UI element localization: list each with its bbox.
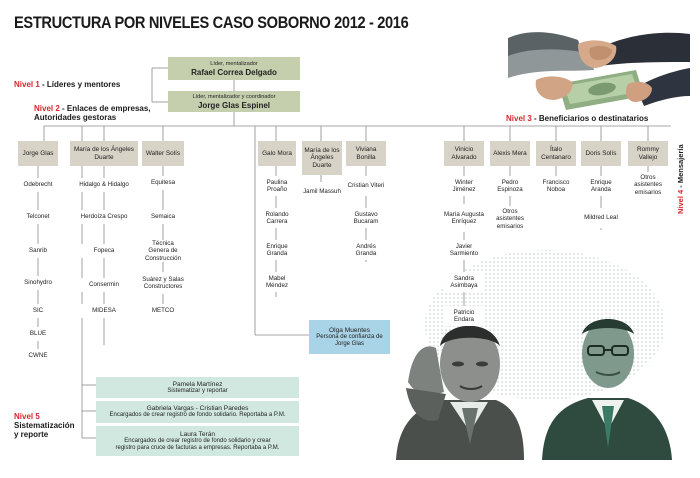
l3-item-maria-augusta: María Augusta Enríquez: [442, 204, 486, 232]
level-5-label: Nivel 5 Sistematización y reporte: [14, 412, 75, 439]
l3-item-otros-2: Otros asistentes emisarios: [626, 172, 670, 198]
l2-item-consermin: Consermin: [70, 278, 138, 292]
handshake-money-image: [508, 22, 690, 114]
l2-head-0: Jorge Glas: [18, 141, 58, 166]
olga-muentes-box: Olga Muentes Persona de confianza de Jorge Glas: [309, 320, 390, 354]
l2-item-blue: BLUE: [14, 327, 62, 341]
l3-head-3: Vinicio Alvarado: [444, 141, 484, 166]
l3-head-0: Galo Mora: [258, 141, 296, 166]
l3-item-gustavo: Gustavo Bucaram: [346, 208, 386, 228]
l3-item-cristian-viteri: Cristian Viteri: [346, 176, 386, 196]
l3-item-winter: Winter Jiménez: [444, 176, 484, 196]
l2-item-odebrecht: Odebrecht: [14, 178, 62, 192]
l3-head-6: Doris Solís: [581, 141, 621, 166]
level-3-label: Nivel 3 - Beneficiarios o destinatarios: [506, 114, 649, 123]
l3-item-sandra: Sandra Asimbaya: [444, 272, 484, 292]
l2-item-equitesa: Equitesa: [140, 176, 186, 190]
l2-head-2: Walter Solís: [142, 141, 184, 166]
l3-item-patricio: Patricio Endara: [444, 306, 484, 326]
l2-item-herdoiza: Herdoíza Crespo: [70, 210, 138, 224]
l3-head-2: Viviana Bonilla: [346, 141, 386, 166]
l2-item-semaica: Semaica: [140, 210, 186, 224]
gabriela-cristian-box: Gabriela Vargas - Cristian Paredes Encargados de crear registro de fondo solidario. Reportaba a P.M.: [96, 401, 299, 423]
l3-item-pedro: Pedro Espinoza: [490, 176, 530, 196]
l3-head-5: Ítalo Centanaro: [536, 141, 576, 166]
l2-item-telconet: Telconet: [14, 210, 62, 224]
l3-item-jamil: Jamil Massuh: [302, 182, 342, 202]
pamela-box: Pamela Martínez Sistematizar y reportar: [96, 377, 299, 398]
glas-box: Líder, mentalizador y coordinador Jorge Glas Espinel: [168, 91, 300, 112]
l2-item-sinohydro: Sinohydro: [14, 276, 62, 290]
level-2-label: Nivel 2 - Enlaces de empresas, Autoridades gestoras: [34, 104, 151, 122]
l3-item-paulina: Paulina Proaño: [256, 176, 298, 196]
l3-item-rolando: Rolando Carrera: [256, 208, 298, 228]
l2-item-tecnica: Técnica Genera de Construcción: [140, 240, 186, 262]
l3-item-mabel: Mabel Méndez: [256, 272, 298, 292]
l2-item-sanrib: Sanrib: [14, 244, 62, 258]
l3-item-andres: Andrés Granda: [346, 240, 386, 260]
l3-item-enrique-aranda: Enrique Aranda: [581, 176, 621, 196]
page-title: ESTRUCTURA POR NIVELES CASO SOBORNO 2012 - 2016: [14, 13, 409, 32]
l3-item-francisco: Francisco Noboa: [536, 176, 576, 196]
l2-item-fopeca: Fopeca: [70, 244, 138, 258]
level-1-label: Nivel 1 - Líderes y mentores: [14, 80, 121, 89]
l3-item-otros-1: Otros asistentes emisarios: [488, 206, 532, 232]
l2-item-metco: METCO: [140, 304, 186, 318]
l2-item-cwne: CWNE: [14, 349, 62, 363]
l3-item-javier: Javier Sarmiento: [444, 240, 484, 260]
correa-box: Líder, mentalizador Rafael Correa Delgado: [168, 57, 300, 80]
l3-item-mildred: Mildred Leal: [581, 208, 621, 228]
l3-item-enrique-granda: Enrique Granda: [256, 240, 298, 260]
l2-head-1: María de los Ángeles Duarte: [70, 141, 138, 166]
l2-item-sic: SIC: [14, 304, 62, 318]
laura-box: Laura Terán Encargados de crear registro de fondo solidario y crear registro para cruce de facturas a empresas. Reportaba a P.M.: [96, 426, 299, 456]
politicians-photo: [392, 312, 688, 460]
l3-head-4: Alexis Mera: [490, 141, 530, 166]
l3-head-7: Rommy Vallejo: [628, 141, 668, 166]
l2-item-midesa: MIDESA: [70, 304, 138, 318]
l2-item-suarez: Suárez y Salas Constructores: [136, 272, 190, 294]
l3-head-1: María de los Ángeles Duarte: [302, 141, 342, 175]
level-4-label: Nivel 4 - Mensajería: [676, 144, 685, 214]
l2-item-hidalgo: Hidalgo & Hidalgo: [70, 178, 138, 192]
